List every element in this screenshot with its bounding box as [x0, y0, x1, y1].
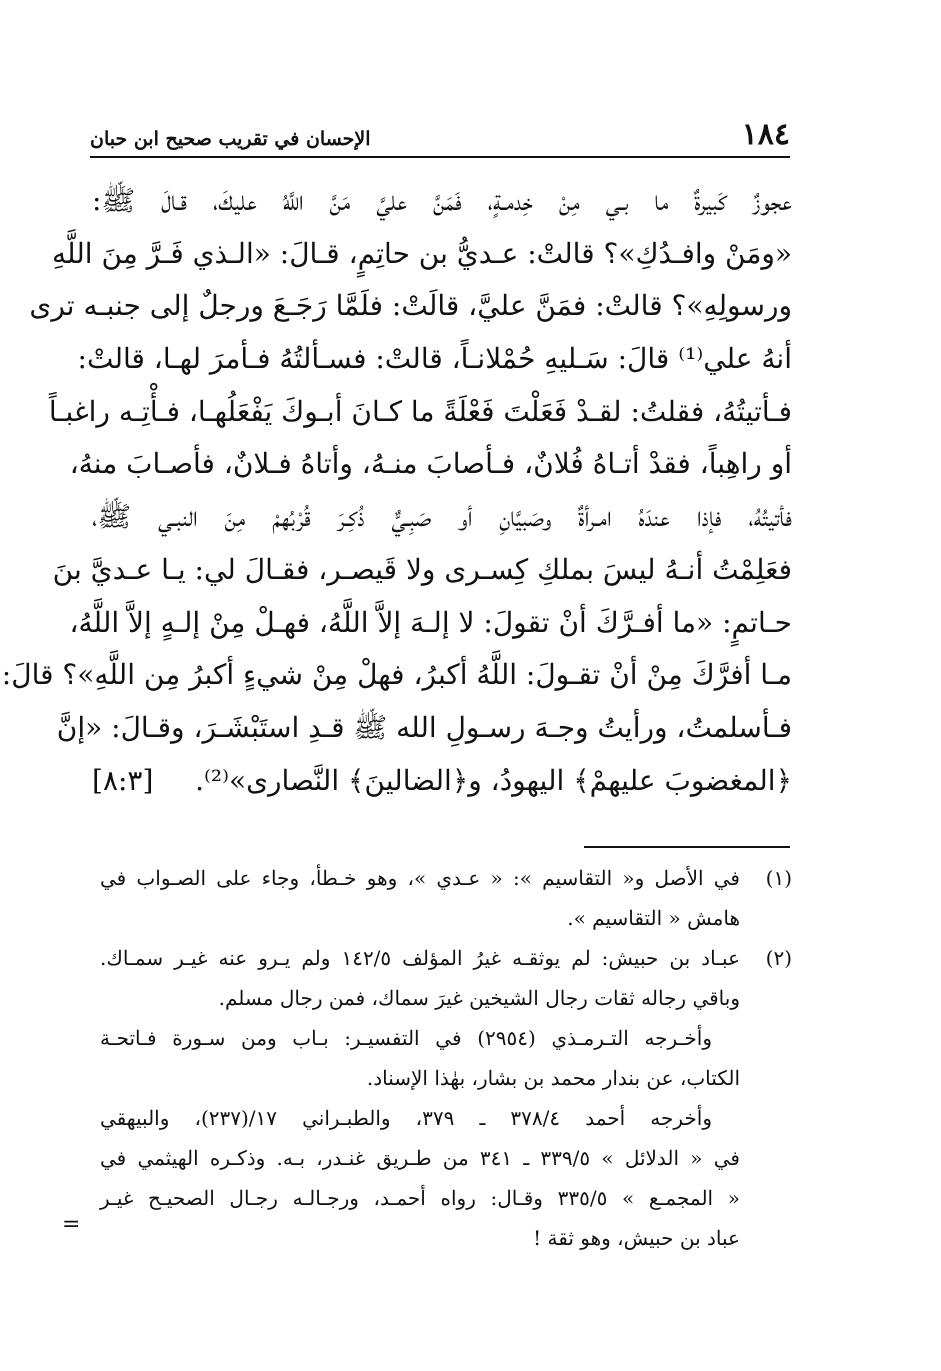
footnotes — [100, 858, 792, 1258]
footnote-line: وباقي رجاله ثقات رجال الشيخين غيرَ سماك، فمن رجال مسلم. — [218, 986, 740, 1010]
running-title: الإحسان في تقريب صحيح ابن حبان — [90, 128, 371, 150]
last-line-text: ﴿المغضوبَ عليهمْ﴾ اليهودُ، و﴿الضالينَ﴾ النَّصارى»⁽²⁾. — [195, 763, 792, 797]
text-line: فأتيتُهُ، فإذا عندَهُ امـرأةٌ وصَبيَّانِ أو صَبِـيٌّ ذُكِـرَ قُرْبُهمْ مِنَ النبـي ﷺ، — [92, 500, 792, 534]
footnote-line: عبـاد بن حبيش: لم يوثقـه غيرُ المؤلف ١٤٢/٥ ولم يـرو عنه غيـر سمـاك. — [100, 946, 740, 970]
footnote-2 — [100, 938, 792, 1258]
footnote-marker: (٢) — [765, 946, 792, 970]
continuation-mark: = — [62, 1212, 81, 1237]
text-line: «ومَنْ وافـدُكِ»؟ قالتْ: عـديُّ بن حاتِمٍ، قـالَ: «الـذي فَـرَّ مِنَ اللَّهِ — [51, 236, 792, 270]
footnote-1 — [100, 858, 792, 938]
text-line: أو راهِباً، فقدْ أتـاهُ فُلانٌ، فـأصابَ منـهُ، وأتاهُ فـلانٌ، فأصـابَ منهُ، — [69, 447, 792, 481]
page-number: ١٨٤ — [741, 117, 790, 152]
footnote-separator — [584, 846, 790, 848]
page-header — [90, 112, 790, 152]
footnote-line: في الأصل و« التقاسيم »: « عـدي »، وهو خـطأ، وجاء على الصـواب في — [100, 866, 740, 890]
text-line: مـا أفرَّكَ مِنْ أنْ تقـولَ: اللَّهُ أكبرُ، فهلْ مِنْ شيءٍ أكبرُ مِن اللَّهِ»؟ قالَ: — [1, 658, 792, 692]
text-line: فـأتيتُهُ، فقلتُ: لقـدْ فَعَلْتَ فَعْلَةً ما كـانَ أبـوكَ يَفْعَلُهـا، فـأْتِـه راغبـاً — [48, 394, 792, 428]
footnote-line: الكتاب، عن بندار محمد بن بشار، بهٰذا الإسناد. — [366, 1066, 740, 1090]
footnote-marker: (١) — [765, 866, 792, 890]
text-line: ورسولِهِ»؟ قالتْ: فمَنَّ عليَّ، قالَتْ: فلَمَّا رَجَـعَ ورجلٌ إلى جنبـه ترى — [29, 289, 792, 323]
footnote-line: وأخرجه أحمد ٣٧٨/٤ ـ ٣٧٩، والطبـراني ١٧/(٢٣٧)، والبيهقي — [100, 1106, 713, 1130]
main-text — [1, 175, 792, 807]
text-line: حـاتمٍ: «ما أفـرَّكَ أنْ تقولَ: لا إلـهَ إلاَّ اللَّهُ، فهـلْ مِنْ إلـهٍ إلاَّ اللَّهُ، — [69, 605, 792, 639]
footnote-line: في « الدلائل » ٣٣٩/٥ ـ ٣٤١ من طـريق غنـدر، بـه. وذكـره الهيثمي في — [100, 1146, 740, 1170]
text-line: فـأسلمتُ، ورأيتُ وجـهَ رسـولِ الله ﷺ قـدِ استَبْشَـرَ، وقـالَ: «إنَّ — [56, 710, 792, 744]
hadith-reference: [٨:٣] — [92, 763, 154, 797]
footnote-line: وأخـرجه التـرمـذي (٢٩٥٤) في التفسيـر: بـاب ومن سـورة فـاتحـة — [100, 1026, 713, 1050]
text-line: عجوزٌ كَبيرةٌ ما بـي مِنْ خِدمـةٍ، فَمَنَّ عليَّ مَنَّ اللَّهُ عليكَ، قـالَ ﷺ: — [92, 184, 792, 217]
footnote-line: عباد بن حبيش، وهو ثقة ! — [533, 1226, 740, 1250]
footnote-line: هامش « التقاسيم ». — [567, 906, 740, 930]
text-line-last — [92, 755, 792, 808]
header-rule — [90, 156, 790, 158]
text-line: أنهُ علي⁽¹⁾ قالَ: سَـليهِ حُمْلانـاً، قالتْ: فسـألتُهُ فـأمرَ لهـا، قالتْ: — [77, 342, 792, 376]
text-line: فعَلِمْتُ أنـهُ ليسَ بملكِ كِسـرى ولا قَيصـر، فقـالَ لي: يـا عـديَّ بنَ — [52, 552, 792, 586]
footnote-line: « المجمـع » ٣٣٥/٥ وقـال: رواه أحمـد، ورجـالـه رجـال الصحيـح غيـر — [100, 1186, 740, 1210]
